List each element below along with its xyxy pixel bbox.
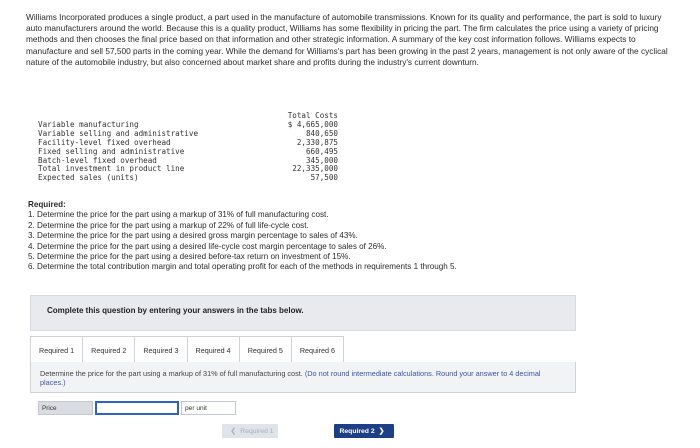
- cost-label: Variable manufacturing: [38, 119, 139, 129]
- next-button[interactable]: [334, 424, 394, 438]
- list-item: 6. Determine the total contribution margin and total operating profit for each of the methods in requirements 1 through 5.: [28, 262, 457, 272]
- required-heading: Required:: [28, 200, 66, 209]
- tab-instruction: [40, 369, 560, 387]
- chevron-left-icon: ❮: [230, 428, 237, 435]
- instructions-banner: [30, 295, 576, 331]
- cost-value: 660,495: [305, 146, 338, 156]
- cost-summary-table: [38, 112, 338, 183]
- cost-label: Variable selling and administrative: [38, 128, 199, 138]
- cost-value: 840,650: [305, 128, 338, 138]
- next-button-label: Required 2: [339, 427, 375, 435]
- required-list: [28, 200, 668, 273]
- price-input[interactable]: [95, 401, 179, 415]
- previous-button-label: Required 1: [240, 427, 274, 435]
- tab-required-5[interactable]: Required 5: [240, 336, 292, 364]
- cost-label: Expected sales (units): [38, 173, 139, 183]
- tab-required-3[interactable]: Required 3: [135, 336, 187, 364]
- list-item: 5. Determine the price for the part using a desired before-tax return on investment of 15%.: [28, 252, 351, 262]
- cost-label: Facility-level fixed overhead: [38, 137, 171, 147]
- list-item: 1. Determine the price for the part using a markup of 31% of full manufacturing cost.: [28, 210, 329, 220]
- instruction-main: Determine the price for the part using a markup of 31% of full manufacturing cost.: [40, 369, 303, 378]
- cost-value: 2,330,875: [296, 137, 338, 147]
- previous-button[interactable]: [222, 424, 278, 438]
- cost-value: 57,500: [310, 173, 338, 183]
- problem-intro: Williams Incorporated produces a single product, a part used in the manufacture of automobile transmissions. Known for its quality and performance, the part is sold to luxury auto manufacturers around the world. Because this is a quality product, Williams has some flexibility in pricing the part. The firm calculates the price using a variety of pricing methods and then chooses the final price based on that information and other strategic information. A summary of the key cost information follows. Williams expects to manufacture and sell 57,500 parts in the coming year. While the demand for Williams's part has been growing in the past 2 years, management is not only aware of the cyclical nature of the automobile industry, but also concerned about market share and profits during the industry's current downturn.: [26, 12, 668, 67]
- cost-value: 22,335,000: [292, 164, 338, 174]
- chevron-right-icon: ❯: [378, 428, 385, 435]
- tab-required-4[interactable]: Required 4: [188, 336, 240, 364]
- table-row: [38, 174, 338, 183]
- total-costs-heading: Total Costs: [287, 111, 338, 120]
- price-label: Price: [38, 401, 93, 415]
- tab-required-2[interactable]: Required 2: [83, 336, 135, 364]
- tab-required-6[interactable]: Required 6: [292, 336, 344, 364]
- tab-required-1[interactable]: Required 1: [30, 336, 83, 364]
- cost-label: Total investment in product line: [38, 164, 185, 174]
- requirement-tabs: [30, 336, 344, 362]
- cost-value: 345,000: [305, 155, 338, 165]
- unit-label: per unit: [181, 401, 236, 415]
- instruction-note: (Do not round intermediate calculations. Round your answer to 4 decimal places.): [40, 369, 541, 388]
- list-item: 2. Determine the price for the part using a markup of 22% of full life-cycle cost.: [28, 220, 309, 230]
- cost-label: Batch-level fixed overhead: [38, 155, 157, 165]
- list-item: 4. Determine the price for the part using a desired life-cycle cost margin percentage to sales of 26%.: [28, 241, 387, 251]
- answer-row: [38, 401, 236, 415]
- cost-label: Fixed selling and administrative: [38, 146, 185, 156]
- list-item: 3. Determine the price for the part using a desired gross margin percentage to sales of 43%.: [28, 231, 358, 241]
- cost-value: $ 4,665,000: [287, 119, 338, 129]
- complete-prompt: Complete this question by entering your answers in the tabs below.: [47, 306, 304, 315]
